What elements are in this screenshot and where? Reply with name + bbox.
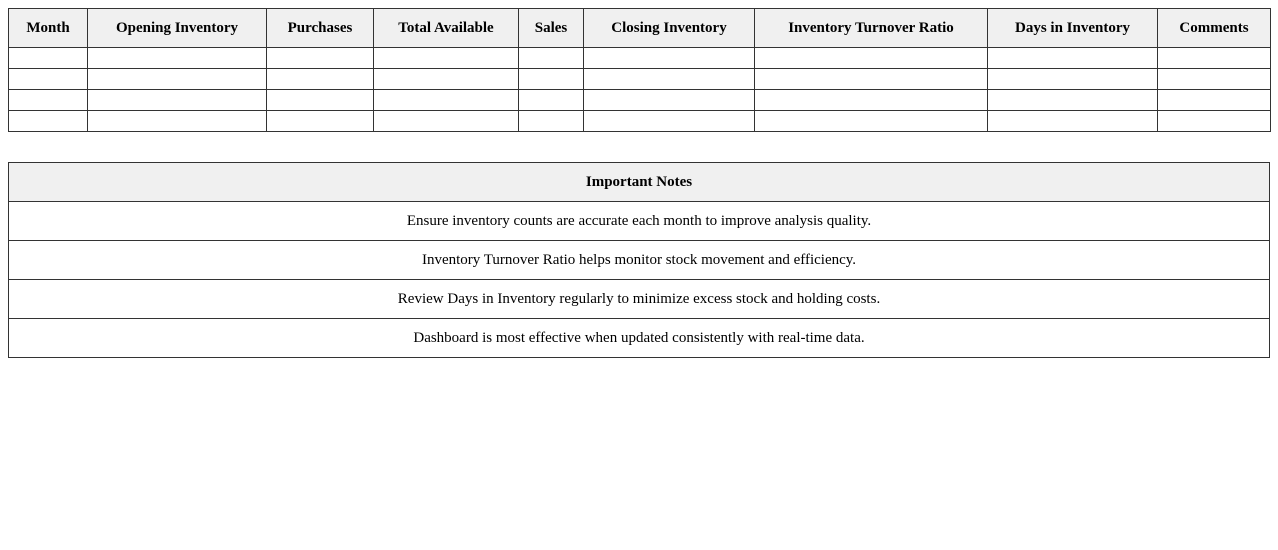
table-cell[interactable] (9, 90, 88, 111)
table-row (9, 48, 1271, 69)
table-cell[interactable] (9, 69, 88, 90)
table-cell[interactable] (267, 48, 374, 69)
note-row (9, 202, 1270, 241)
table-cell[interactable] (519, 90, 584, 111)
column-header-inventory-turnover-ratio: Inventory Turnover Ratio (755, 9, 988, 48)
inventory-header-row (9, 9, 1271, 48)
table-cell[interactable] (88, 111, 267, 132)
table-cell[interactable] (88, 48, 267, 69)
table-cell[interactable] (519, 69, 584, 90)
table-cell[interactable] (1158, 90, 1271, 111)
table-cell[interactable] (9, 48, 88, 69)
table-cell[interactable] (88, 90, 267, 111)
table-cell[interactable] (1158, 111, 1271, 132)
notes-header-row (9, 163, 1270, 202)
table-cell[interactable] (988, 111, 1158, 132)
table-cell[interactable] (755, 90, 988, 111)
column-header-days-in-inventory: Days in Inventory (988, 9, 1158, 48)
note-text: Inventory Turnover Ratio helps monitor stock movement and efficiency. (9, 241, 1270, 280)
table-cell[interactable] (584, 48, 755, 69)
table-row (9, 111, 1271, 132)
note-text: Ensure inventory counts are accurate each month to improve analysis quality. (9, 202, 1270, 241)
table-cell[interactable] (267, 69, 374, 90)
table-cell[interactable] (755, 111, 988, 132)
inventory-table (8, 8, 1271, 132)
table-cell[interactable] (1158, 48, 1271, 69)
table-row (9, 69, 1271, 90)
column-header-total-available: Total Available (374, 9, 519, 48)
table-cell[interactable] (374, 48, 519, 69)
table-cell[interactable] (519, 111, 584, 132)
table-cell[interactable] (9, 111, 88, 132)
table-cell[interactable] (755, 48, 988, 69)
column-header-month: Month (9, 9, 88, 48)
column-header-opening-inventory: Opening Inventory (88, 9, 267, 48)
table-cell[interactable] (267, 90, 374, 111)
note-row (9, 241, 1270, 280)
table-cell[interactable] (1158, 69, 1271, 90)
table-cell[interactable] (988, 48, 1158, 69)
table-cell[interactable] (755, 69, 988, 90)
table-row (9, 90, 1271, 111)
table-cell[interactable] (88, 69, 267, 90)
table-cell[interactable] (374, 90, 519, 111)
column-header-sales: Sales (519, 9, 584, 48)
table-cell[interactable] (988, 69, 1158, 90)
note-row (9, 319, 1270, 358)
important-notes-table (8, 162, 1270, 358)
table-cell[interactable] (584, 69, 755, 90)
column-header-closing-inventory: Closing Inventory (584, 9, 755, 48)
table-cell[interactable] (584, 111, 755, 132)
table-cell[interactable] (988, 90, 1158, 111)
table-cell[interactable] (374, 69, 519, 90)
note-row (9, 280, 1270, 319)
column-header-purchases: Purchases (267, 9, 374, 48)
note-text: Dashboard is most effective when updated consistently with real-time data. (9, 319, 1270, 358)
note-text: Review Days in Inventory regularly to minimize excess stock and holding costs. (9, 280, 1270, 319)
notes-title: Important Notes (9, 163, 1270, 202)
column-header-comments: Comments (1158, 9, 1271, 48)
table-cell[interactable] (584, 90, 755, 111)
table-cell[interactable] (519, 48, 584, 69)
table-cell[interactable] (267, 111, 374, 132)
table-cell[interactable] (374, 111, 519, 132)
